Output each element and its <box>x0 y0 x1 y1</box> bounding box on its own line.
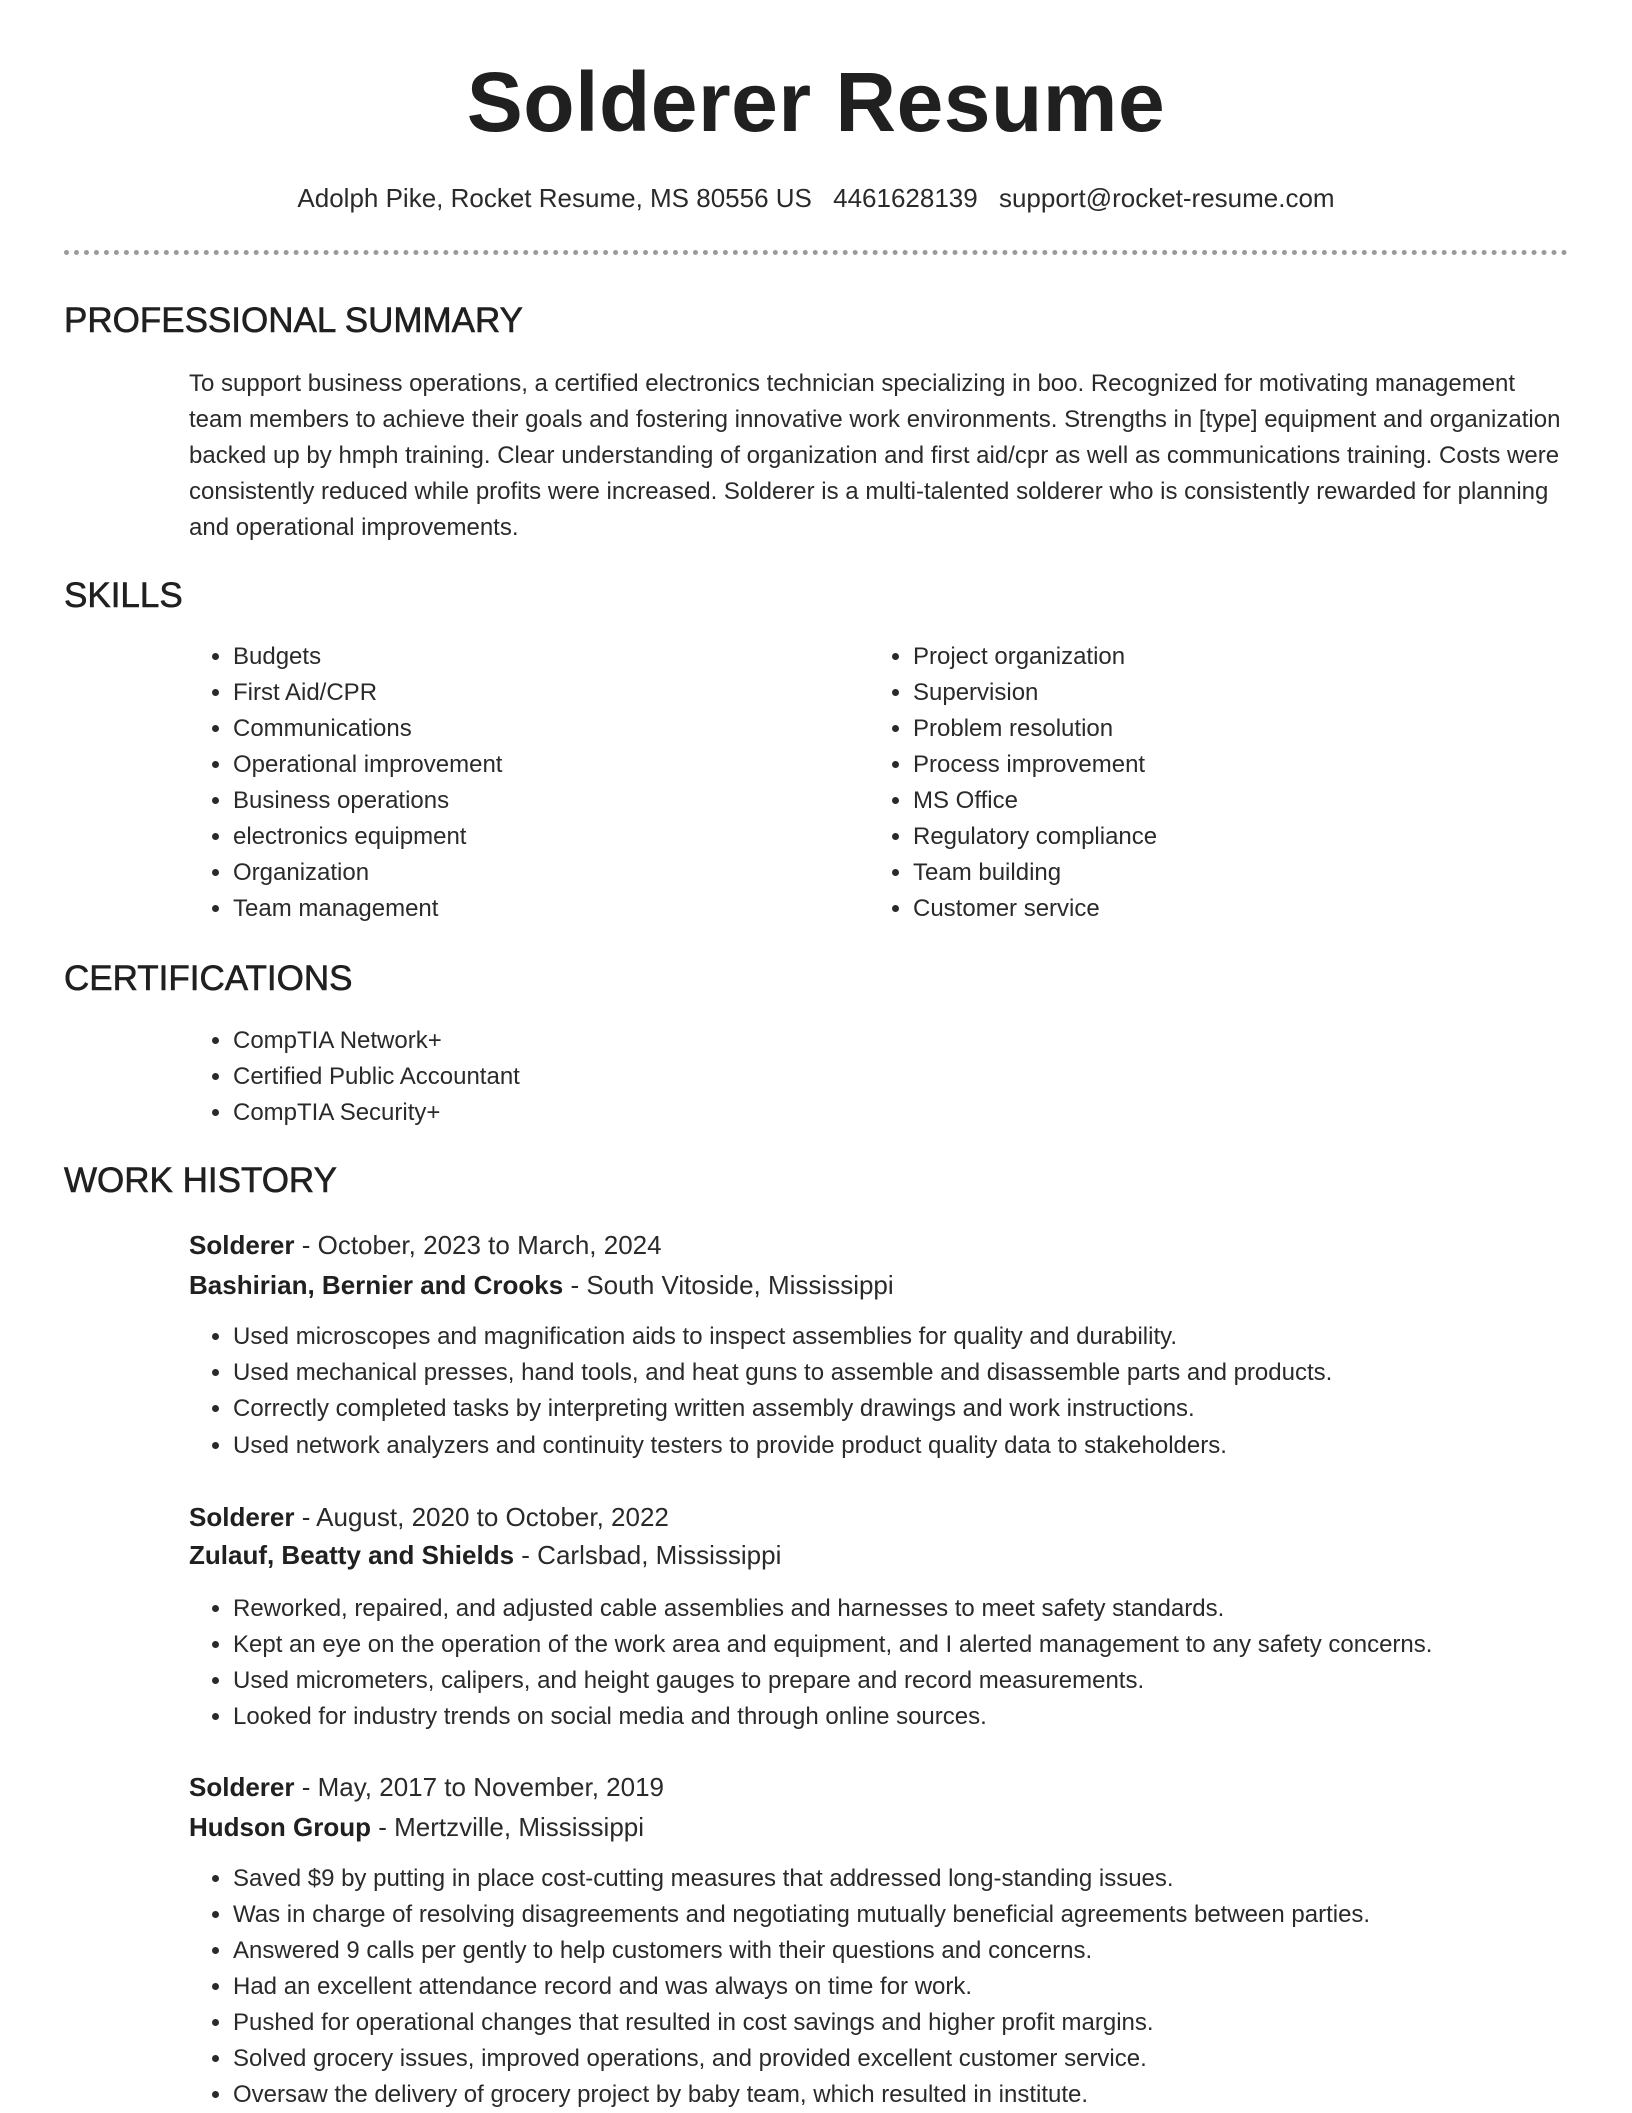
certification-item: • CompTIA Security+ <box>233 1095 520 1131</box>
certification-item: • CompTIA Network+ <box>233 1023 520 1059</box>
job-bullets <box>189 1591 1432 1735</box>
job-title: Solderer <box>189 1772 295 1802</box>
skill-item: • electronics equipment <box>233 819 502 855</box>
skills-heading: SKILLS <box>64 576 183 615</box>
skill-item: • First Aid/CPR <box>233 675 502 711</box>
job-company: Zulauf, Beatty and Shields <box>189 1540 515 1570</box>
work-history-heading: WORK HISTORY <box>64 1161 337 1200</box>
job-title: Solderer <box>189 1230 295 1260</box>
skill-item: • Problem resolution <box>913 711 1157 747</box>
skills-list-right <box>869 639 1157 927</box>
job-dates: - August, 2020 to October, 2022 <box>294 1502 669 1532</box>
job-title-line <box>189 1227 662 1263</box>
certifications-heading: CERTIFICATIONS <box>64 959 353 998</box>
job-bullet: • Looked for industry trends on social media and through online sources. <box>233 1699 1432 1735</box>
contact-line <box>0 180 1632 216</box>
job-dates: - October, 2023 to March, 2024 <box>294 1230 662 1260</box>
job-bullet: • Oversaw the delivery of grocery project by baby team, which resulted in institute. <box>233 2077 1370 2113</box>
summary-text: To support business operations, a certified electronics technician specializing in boo. Recognized for motivating management team members to achieve their goals and fostering innovative work environments. Strengths in [type] equipment and organization backed up by hmph training. Clear understanding of organization and first aid/cpr as well as communications training. Costs were consistently reduced while profits were increased. Solderer is a multi-talented solderer who is consistently rewarded for planning and operational improvements. <box>189 370 1561 541</box>
contact-address: Adolph Pike, Rocket Resume, MS 80556 US <box>297 183 812 213</box>
summary-heading: PROFESSIONAL SUMMARY <box>64 301 523 340</box>
skill-item: • Supervision <box>913 675 1157 711</box>
job-company-line <box>189 1537 781 1573</box>
skill-item: • Operational improvement <box>233 747 502 783</box>
job-bullets <box>189 1861 1370 2113</box>
job-company: Bashirian, Bernier and Crooks <box>189 1270 564 1300</box>
job-title-line <box>189 1769 664 1805</box>
skill-item: • Project organization <box>913 639 1157 675</box>
contact-phone: 4461628139 <box>833 183 978 213</box>
job-bullet: • Pushed for operational changes that resulted in cost savings and higher profit margins. <box>233 2005 1370 2041</box>
job-bullet: • Answered 9 calls per gently to help customers with their questions and concerns. <box>233 1933 1370 1969</box>
header-divider <box>64 250 1568 255</box>
job-dates: - May, 2017 to November, 2019 <box>294 1772 664 1802</box>
job-bullets <box>189 1319 1332 1465</box>
job-bullet: • Reworked, repaired, and adjusted cable assemblies and harnesses to meet safety standards. <box>233 1591 1432 1627</box>
job-location: - South Vitoside, Mississippi <box>563 1270 894 1300</box>
job-bullet: • Correctly completed tasks by interpreting written assembly drawings and work instructions. <box>233 1391 1332 1427</box>
job-bullet: • Used microscopes and magnification aids to inspect assemblies for quality and durability. <box>233 1319 1332 1355</box>
skill-item: • Team management <box>233 891 502 927</box>
job-company: Hudson Group <box>189 1812 371 1842</box>
job-bullet: • Used micrometers, calipers, and height gauges to prepare and record measurements. <box>233 1663 1432 1699</box>
certification-item: • Certified Public Accountant <box>233 1059 520 1095</box>
skill-item: • Regulatory compliance <box>913 819 1157 855</box>
job-title-line <box>189 1499 669 1535</box>
job-bullet: • Was in charge of resolving disagreements and negotiating mutually beneficial agreements between parties. <box>233 1897 1370 1933</box>
skill-item: • Communications <box>233 711 502 747</box>
contact-email: support@rocket-resume.com <box>998 183 1335 213</box>
skill-item: • Organization <box>233 855 502 891</box>
skill-item: • Business operations <box>233 783 502 819</box>
job-bullet: • Had an excellent attendance record and was always on time for work. <box>233 1969 1370 2005</box>
job-location: - Carlsbad, Mississippi <box>514 1540 782 1570</box>
skill-item: • Process improvement <box>913 747 1157 783</box>
job-title: Solderer <box>189 1502 295 1532</box>
job-bullet: • Solved grocery issues, improved operations, and provided excellent customer service. <box>233 2041 1370 2077</box>
skill-item: • Team building <box>913 855 1157 891</box>
skill-item: • Budgets <box>233 639 502 675</box>
skill-item: • MS Office <box>913 783 1157 819</box>
job-bullet: • Kept an eye on the operation of the work area and equipment, and I alerted management to any safety concerns. <box>233 1627 1432 1663</box>
skill-item: • Customer service <box>913 891 1157 927</box>
job-company-line <box>189 1809 644 1845</box>
skills-list-left <box>189 639 502 927</box>
job-company-line <box>189 1267 894 1303</box>
certifications-list <box>189 1023 520 1131</box>
job-bullet: • Saved $9 by putting in place cost-cutting measures that addressed long-standing issues. <box>233 1861 1370 1897</box>
job-bullet: • Used network analyzers and continuity testers to provide product quality data to stakeholders. <box>233 1427 1332 1465</box>
job-bullet: • Used mechanical presses, hand tools, and heat guns to assemble and disassemble parts and products. <box>233 1355 1332 1391</box>
job-location: - Mertzville, Mississippi <box>370 1812 645 1842</box>
resume-title: Solderer Resume <box>466 55 1166 149</box>
